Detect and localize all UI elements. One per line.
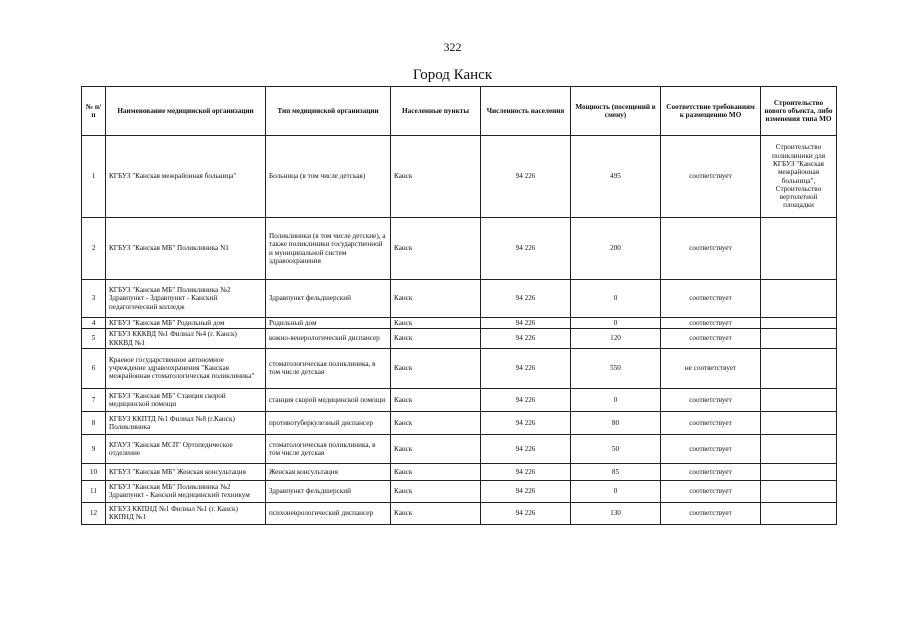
col-header-place: Населенные пункты bbox=[391, 87, 481, 136]
row-number: 7 bbox=[82, 388, 106, 411]
organization-type: Больница (в том числе детская) bbox=[266, 136, 391, 218]
row-number: 3 bbox=[82, 280, 106, 318]
table-row bbox=[82, 480, 837, 502]
settlement: Канск bbox=[391, 411, 481, 434]
col-header-name: Наименование медицинской организации bbox=[106, 87, 266, 136]
construction-note bbox=[761, 280, 837, 318]
construction-note bbox=[761, 388, 837, 411]
organization-name: КГБУЗ "Канская МБ" Поликлиника №2 Здравпункт - Канский медицинский техникум bbox=[106, 480, 266, 502]
table-row bbox=[82, 136, 837, 218]
col-header-population: Численность населения bbox=[481, 87, 571, 136]
table-row bbox=[82, 411, 837, 434]
table-row bbox=[82, 329, 837, 349]
population: 94 226 bbox=[481, 218, 571, 280]
row-number: 9 bbox=[82, 434, 106, 463]
construction-note bbox=[761, 348, 837, 388]
population: 94 226 bbox=[481, 480, 571, 502]
settlement: Канск bbox=[391, 280, 481, 318]
page-title: Город Канск bbox=[412, 67, 493, 83]
construction-note bbox=[761, 318, 837, 329]
settlement: Канск bbox=[391, 502, 481, 524]
settlement: Канск bbox=[391, 388, 481, 411]
organization-name: КГБУЗ ККПНД №1 Филиал №1 (г. Канск) ККПНД №1 bbox=[106, 502, 266, 524]
population: 94 226 bbox=[481, 280, 571, 318]
compliance-status: не соответствует bbox=[661, 348, 761, 388]
row-number: 4 bbox=[82, 318, 106, 329]
capacity: 200 bbox=[571, 218, 661, 280]
settlement: Канск bbox=[391, 318, 481, 329]
row-number: 6 bbox=[82, 348, 106, 388]
compliance-status: соответствует bbox=[661, 318, 761, 329]
organization-type: Поликлиники (в том числе детские), а также поликлиники государственной и муниципальной систем здравоохранения bbox=[266, 218, 391, 280]
compliance-status: соответствует bbox=[661, 388, 761, 411]
settlement: Канск bbox=[391, 218, 481, 280]
compliance-status: соответствует bbox=[661, 502, 761, 524]
construction-note: Строительство поликлиники для КГБУЗ "Канская межрайонная больница", Строительство вертолетной площадки bbox=[761, 136, 837, 218]
organization-name: КГБУЗ "Канская межрайонная больница" bbox=[106, 136, 266, 218]
population: 94 226 bbox=[481, 463, 571, 480]
organization-type: Родильный дом bbox=[266, 318, 391, 329]
compliance-status: соответствует bbox=[661, 411, 761, 434]
capacity: 80 bbox=[571, 411, 661, 434]
population: 94 226 bbox=[481, 434, 571, 463]
row-number: 8 bbox=[82, 411, 106, 434]
row-number: 11 bbox=[82, 480, 106, 502]
table-row bbox=[82, 318, 837, 329]
table-row bbox=[82, 218, 837, 280]
organization-name: КГБУЗ КККВД №1 Филиал №4 (г. Канск) КККВД №1 bbox=[106, 329, 266, 349]
table-row bbox=[82, 388, 837, 411]
organization-type: психоневрологический диспансер bbox=[266, 502, 391, 524]
capacity: 0 bbox=[571, 318, 661, 329]
capacity: 130 bbox=[571, 502, 661, 524]
organization-name: КГБУЗ "Канская МБ" Поликлиника N1 bbox=[106, 218, 266, 280]
capacity: 0 bbox=[571, 480, 661, 502]
compliance-status: соответствует bbox=[661, 280, 761, 318]
compliance-status: соответствует bbox=[661, 434, 761, 463]
capacity: 0 bbox=[571, 388, 661, 411]
col-header-compliance: Соответствие требованиям к размещению МО bbox=[661, 87, 761, 136]
page-number: 322 bbox=[443, 40, 462, 54]
compliance-status: соответствует bbox=[661, 463, 761, 480]
organization-type: стоматологическая поликлиника, в том числе детская bbox=[266, 348, 391, 388]
table-header-row bbox=[82, 87, 837, 136]
population: 94 226 bbox=[481, 136, 571, 218]
row-number: 2 bbox=[82, 218, 106, 280]
compliance-status: соответствует bbox=[661, 329, 761, 349]
organization-type: Женская консультация bbox=[266, 463, 391, 480]
capacity: 120 bbox=[571, 329, 661, 349]
row-number: 5 bbox=[82, 329, 106, 349]
col-header-type: Тип медицинской организации bbox=[266, 87, 391, 136]
population: 94 226 bbox=[481, 411, 571, 434]
organization-type: кожно-венерологический диспансер bbox=[266, 329, 391, 349]
table-row bbox=[82, 463, 837, 480]
population: 94 226 bbox=[481, 502, 571, 524]
population: 94 226 bbox=[481, 348, 571, 388]
compliance-status: соответствует bbox=[661, 480, 761, 502]
organization-name: КГБУЗ "Канская МБ" Родильный дом bbox=[106, 318, 266, 329]
organization-name: КГБУЗ "Канская МБ" Женская консультация bbox=[106, 463, 266, 480]
capacity: 50 bbox=[571, 434, 661, 463]
construction-note bbox=[761, 329, 837, 349]
table-row bbox=[82, 280, 837, 318]
population: 94 226 bbox=[481, 388, 571, 411]
settlement: Канск bbox=[391, 329, 481, 349]
table-row bbox=[82, 502, 837, 524]
organization-name: КГАУЗ "Канская МСП" Ортопедическое отделение bbox=[106, 434, 266, 463]
settlement: Канск bbox=[391, 136, 481, 218]
population: 94 226 bbox=[481, 318, 571, 329]
row-number: 10 bbox=[82, 463, 106, 480]
organization-type: Здравпункт фельдшерский bbox=[266, 480, 391, 502]
capacity: 85 bbox=[571, 463, 661, 480]
settlement: Канск bbox=[391, 480, 481, 502]
table-row bbox=[82, 348, 837, 388]
settlement: Канск bbox=[391, 348, 481, 388]
capacity: 0 bbox=[571, 280, 661, 318]
organization-name: КГБУЗ ККПТД №1 Филиал №8 (г.Канск) Поликлиника bbox=[106, 411, 266, 434]
construction-note bbox=[761, 480, 837, 502]
settlement: Канск bbox=[391, 434, 481, 463]
organization-type: стоматологическая поликлиника, в том числе детская bbox=[266, 434, 391, 463]
construction-note bbox=[761, 434, 837, 463]
col-header-capacity: Мощность (посещений в смену) bbox=[571, 87, 661, 136]
organization-type: противотуберкулезный диспансер bbox=[266, 411, 391, 434]
capacity: 550 bbox=[571, 348, 661, 388]
construction-note bbox=[761, 463, 837, 480]
row-number: 12 bbox=[82, 502, 106, 524]
col-header-construction: Строительство нового объекта, либо изменения типа МО bbox=[761, 87, 837, 136]
population: 94 226 bbox=[481, 329, 571, 349]
table-row bbox=[82, 434, 837, 463]
organization-name: Краевое государственное автономное учреждение здравоохранения "Канская межрайонная стоматологическая поликлиника" bbox=[106, 348, 266, 388]
capacity: 495 bbox=[571, 136, 661, 218]
organization-type: станция скорой медицинской помощи bbox=[266, 388, 391, 411]
medical-organizations-table bbox=[81, 86, 837, 525]
compliance-status: соответствует bbox=[661, 136, 761, 218]
settlement: Канск bbox=[391, 463, 481, 480]
construction-note bbox=[761, 218, 837, 280]
row-number: 1 bbox=[82, 136, 106, 218]
organization-type: Здравпункт фельдшерский bbox=[266, 280, 391, 318]
organization-name: КГБУЗ "Канская МБ" Поликлиника №2 Здравпункт - Здравпункт - Канский педагогический колледж bbox=[106, 280, 266, 318]
compliance-status: соответствует bbox=[661, 218, 761, 280]
col-header-number: № п/п bbox=[82, 87, 106, 136]
construction-note bbox=[761, 502, 837, 524]
organization-name: КГБУЗ "Канская МБ" Станция скорой медицинской помощи bbox=[106, 388, 266, 411]
construction-note bbox=[761, 411, 837, 434]
